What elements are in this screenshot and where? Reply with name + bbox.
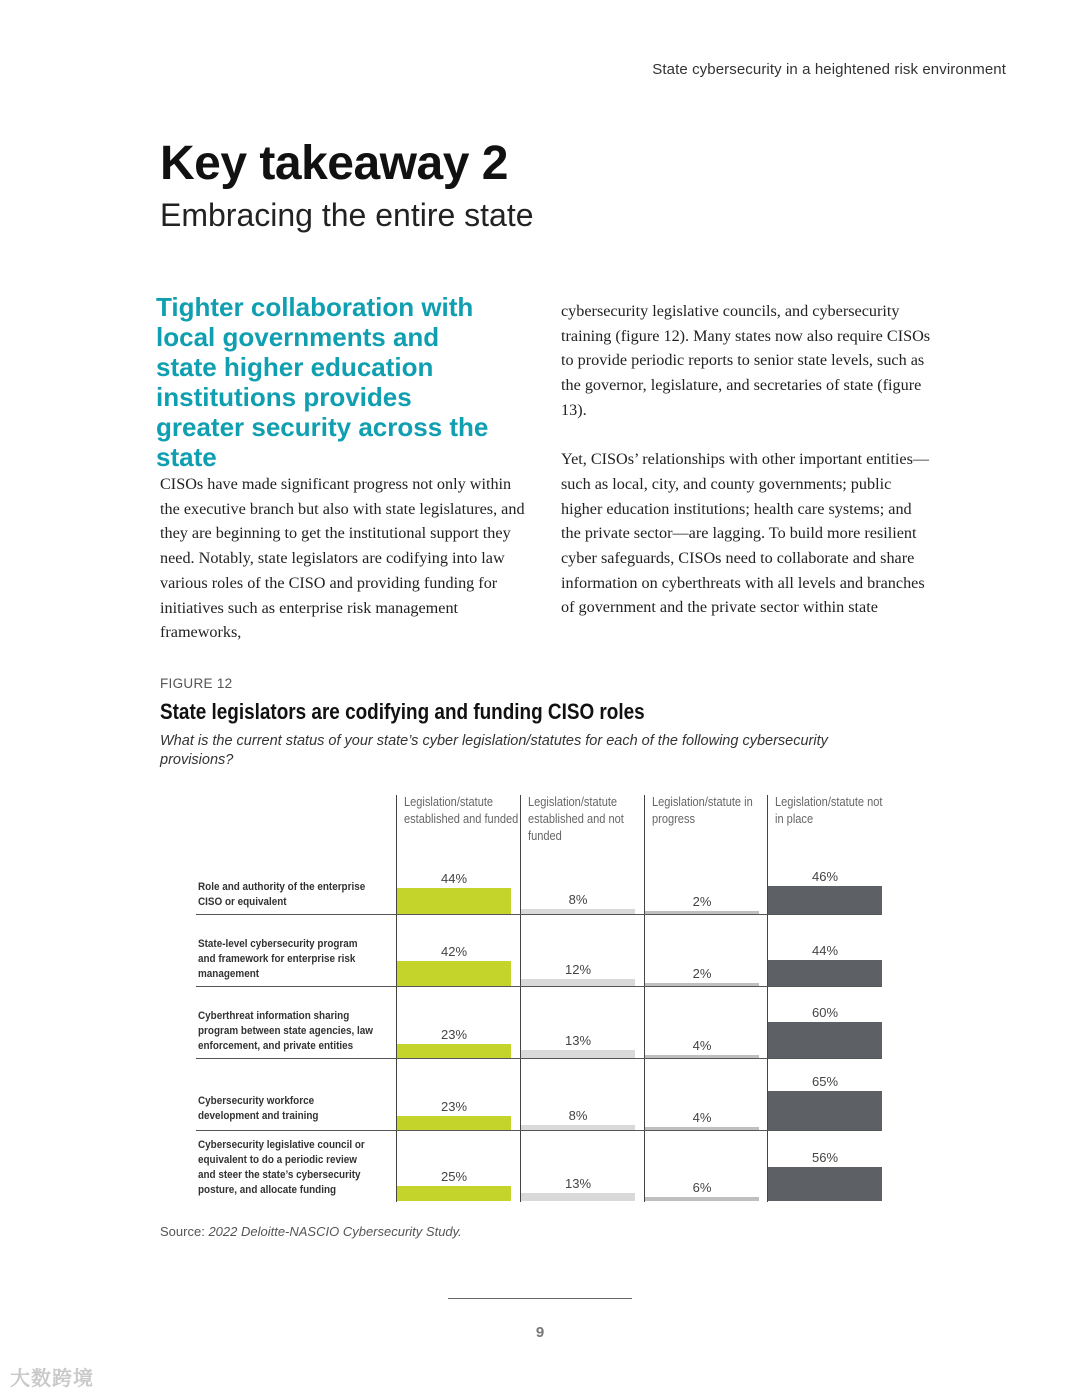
footer-divider bbox=[448, 1298, 632, 1299]
row-divider bbox=[196, 986, 882, 987]
column-divider bbox=[767, 795, 768, 1202]
row-divider bbox=[196, 1058, 882, 1059]
data-bar bbox=[397, 1116, 511, 1130]
data-label: 56% bbox=[811, 1150, 839, 1166]
page-number: 9 bbox=[535, 1324, 545, 1341]
source-note bbox=[160, 1224, 462, 1239]
data-bar bbox=[768, 1022, 882, 1058]
data-bar bbox=[645, 983, 759, 986]
column-header: Legislation/statute not in place bbox=[775, 794, 883, 826]
data-bar bbox=[645, 911, 759, 914]
data-bar bbox=[768, 960, 882, 986]
data-bar bbox=[397, 1186, 511, 1201]
data-label: 4% bbox=[692, 1038, 712, 1053]
data-bar bbox=[768, 1167, 882, 1201]
data-label: 46% bbox=[811, 869, 839, 885]
row-divider bbox=[196, 914, 882, 915]
data-bar bbox=[645, 1197, 759, 1201]
column-divider bbox=[520, 795, 521, 1202]
body-column-left: CISOs have made significant progress not only within the executive branch but also with state legislatures, and they are beginning to get the institutional support they need. Notably, state legislators are codifying into law various roles of the CISO and providing funding for initiatives such as enterprise risk management frameworks, bbox=[160, 475, 525, 642]
figure-title: State legislators are codifying and funding CISO roles bbox=[160, 699, 645, 724]
data-label: 6% bbox=[692, 1180, 712, 1196]
data-label: 2% bbox=[692, 966, 712, 981]
data-label: 42% bbox=[440, 943, 468, 959]
data-bar bbox=[768, 1091, 882, 1130]
column-divider bbox=[644, 795, 645, 1202]
row-label: Role and authority of the enterprise CISO or equivalent bbox=[198, 881, 366, 908]
data-bar bbox=[768, 886, 882, 914]
body-paragraph: cybersecurity legislative councils, and cybersecurity training (figure 12). Many states now also require CISOs to provide periodic reports to senior state levels, such as the governor, legislature, and secretaries of state (figure 13). bbox=[561, 302, 931, 419]
data-label: 4% bbox=[692, 1110, 712, 1125]
page-title: Key takeaway 2 bbox=[160, 137, 508, 190]
page-subtitle: Embracing the entire state bbox=[160, 197, 534, 233]
data-label: 44% bbox=[811, 942, 839, 958]
row-label: Cyberthreat information sharing program between state agencies, law enforcement, and private entities bbox=[198, 1010, 373, 1052]
figure-question: What is the current status of your state’s cyber legislation/statutes for each of the following cybersecurity provisions? bbox=[160, 733, 828, 768]
data-label: 13% bbox=[564, 1033, 592, 1049]
data-label: 23% bbox=[440, 1027, 468, 1043]
data-bar bbox=[521, 1050, 635, 1058]
data-label: 8% bbox=[568, 1108, 588, 1124]
body-paragraph: Yet, CISOs’ relationships with other important entities—such as local, city, and county governments; public higher education institutions; health care systems; and the private sector—are lagging. To build more resilient cyber safeguards, CISOs need to collaborate and share information on cyberthreats with all levels and branches of government and the private sector within state bbox=[561, 450, 930, 617]
column-header: Legislation/statute established and funded bbox=[404, 794, 519, 826]
data-label: 23% bbox=[440, 1099, 468, 1115]
data-label: 60% bbox=[811, 1005, 839, 1020]
data-bar bbox=[521, 979, 635, 986]
data-bar bbox=[645, 1055, 759, 1058]
lead-statement: Tighter collaboration with local governments and state higher education institutions provides greater security across the state bbox=[156, 292, 489, 472]
data-bar bbox=[521, 1125, 635, 1130]
data-label: 12% bbox=[564, 961, 592, 977]
running-header: State cybersecurity in a heightened risk environment bbox=[652, 61, 1006, 78]
data-bar bbox=[521, 1193, 635, 1201]
source-prefix: Source: bbox=[160, 1224, 205, 1239]
row-label: Cybersecurity legislative council or equivalent to do a periodic review and steer the state’s cybersecurity posture, and allocate funding bbox=[198, 1139, 365, 1196]
row-label: Cybersecurity workforce development and training bbox=[198, 1095, 319, 1122]
figure-label: FIGURE 12 bbox=[160, 676, 233, 691]
column-header: Legislation/statute established and not funded bbox=[528, 794, 624, 843]
column-divider bbox=[396, 795, 397, 1202]
data-label: 8% bbox=[568, 892, 588, 908]
data-bar bbox=[397, 1044, 511, 1058]
data-bar bbox=[521, 909, 635, 914]
column-header: Legislation/statute in progress bbox=[652, 794, 753, 826]
data-bar bbox=[645, 1127, 759, 1130]
row-divider bbox=[196, 1130, 882, 1131]
data-bar bbox=[397, 961, 511, 986]
data-label: 25% bbox=[440, 1169, 468, 1184]
row-label: State-level cybersecurity program and framework for enterprise risk management bbox=[198, 938, 358, 980]
data-bar bbox=[397, 888, 511, 914]
watermark-logo: 大数跨境 bbox=[10, 1368, 94, 1390]
data-label: 2% bbox=[692, 894, 712, 909]
source-citation: 2022 Deloitte-NASCIO Cybersecurity Study. bbox=[208, 1224, 462, 1239]
data-label: 65% bbox=[811, 1074, 839, 1089]
data-label: 44% bbox=[440, 870, 468, 886]
data-label: 13% bbox=[564, 1176, 592, 1192]
